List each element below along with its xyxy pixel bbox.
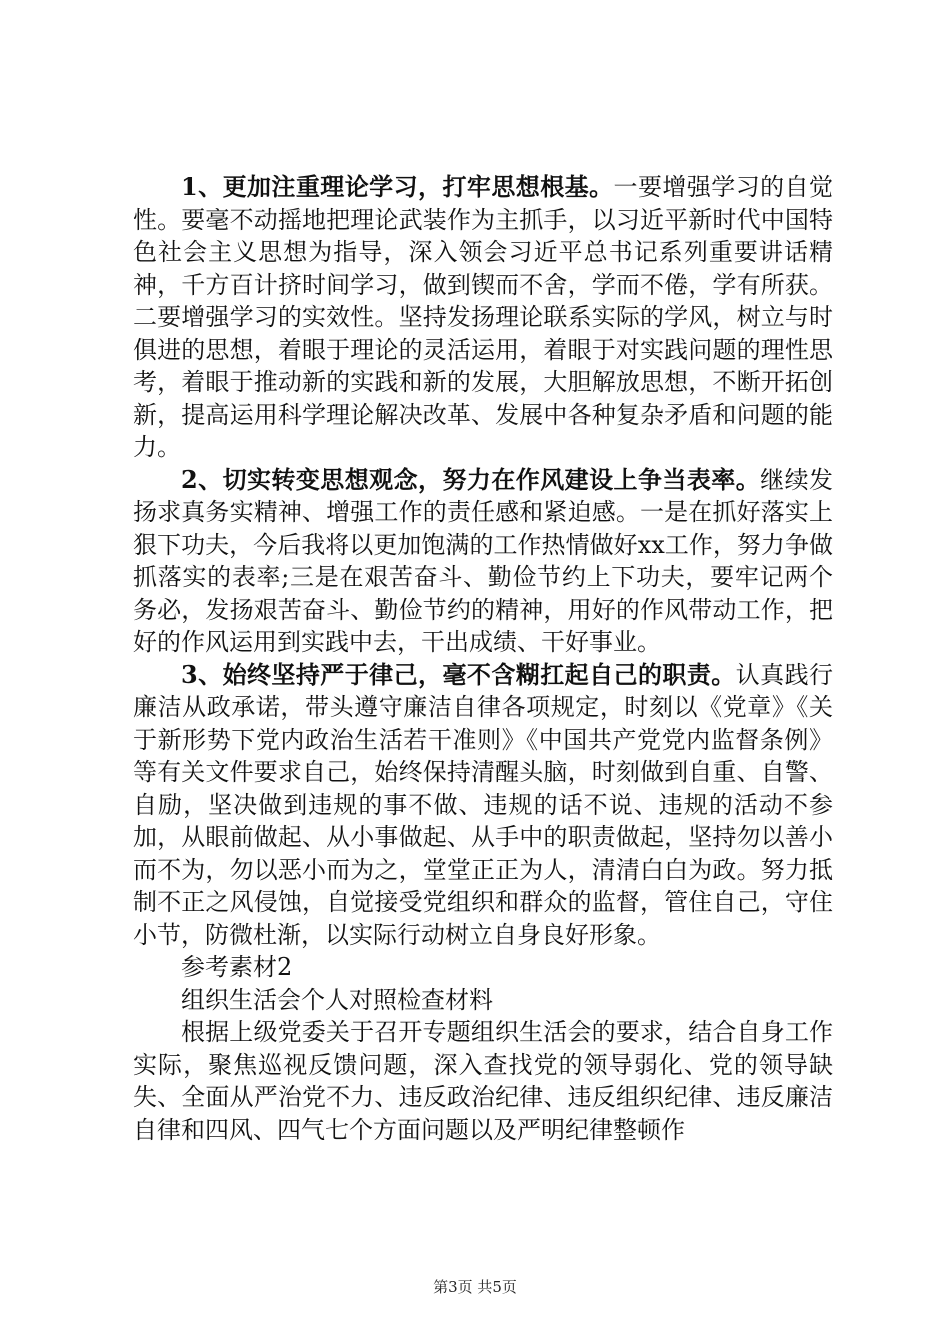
paragraph-1 (133, 171, 833, 464)
paragraph-4 (133, 1016, 833, 1146)
paragraph-2-text: 继续发扬求真务实精神、增强工作的责任感和紧迫感。一是在抓好落实上狠下功夫，今后我将以更加饱满的工作热情做好xx工作，努力争做抓落实的表率;三是在艰苦奋斗、勤俭节约上下功夫，要牢记两个务必，发扬艰苦奋斗、勤俭节约的精神，用好的作风带动工作，把好的作风运用到实践中去，干出成绩、干好事业。 (133, 465, 834, 656)
paragraph-3-heading: 3、始终坚持严于律己，毫不含糊扛起自己的职责。 (181, 659, 736, 689)
paragraph-1-text: 一要增强学习的自觉性。要毫不动摇地把理论武装作为主抓手，以习近平新时代中国特色社会主义思想为指导，深入领会习近平总书记系列重要讲话精神，千方百计挤时间学习，做到锲而不舍，学而不倦，学有所获。二要增强学习的实效性。坚持发扬理论联系实际的学风，树立与时俱进的思想，着眼于理论的灵活运用，着眼于对实践问题的理性思考，着眼于推动新的实践和新的发展，大胆解放思想，不断开拓创新，提高运用科学理论解决改革、发展中各种复杂矛盾和问题的能力。 (133, 173, 834, 461)
page-footer: 第3页 共5页 (433, 1278, 517, 1296)
paragraph-4-text: 根据上级党委关于召开专题组织生活会的要求，结合自身工作实际，聚焦巡视反馈问题，深入查找党的领导弱化、党的领导缺失、全面从严治党不力、违反政治纪律、违反组织纪律、违反廉洁自律和四风、四气七个方面问题以及严明纪律整顿作 (133, 1018, 833, 1144)
section-label-text: 参考素材2 (181, 953, 293, 981)
paragraph-2-heading: 2、切实转变思想观念，努力在作风建设上争当表率。 (181, 464, 761, 494)
paragraph-1-heading: 1、更加注重理论学习，打牢思想根基。 (181, 172, 614, 201)
paragraph-2 (133, 464, 833, 659)
paragraph-3-text: 认真践行廉洁从政承诺，带头遵守廉洁自律各项规定，时刻以《党章》《关于新形势下党内政治生活若干准则》《中国共产党党内监督条例》等有关文件要求自己，始终保持清醒头脑，时刻做到自重、自警、自励，坚决做到违规的事不做、违规的话不说、违规的活动不参加，从眼前做起、从小事做起、从手中的职责做起，坚持勿以善小而不为，勿以恶小而为之，堂堂正正为人，清清白白为政。努力抵制不正之风侵蚀，自觉接受党组织和群众的监督，管住自己，守住小节，防微杜渐，以实际行动树立自身良好形象。 (133, 660, 834, 949)
paragraph-3 (133, 659, 833, 952)
section-label (133, 951, 833, 984)
document-body (133, 171, 833, 1146)
section-title-text: 组织生活会个人对照检查材料 (181, 985, 493, 1014)
section-title (133, 984, 833, 1017)
